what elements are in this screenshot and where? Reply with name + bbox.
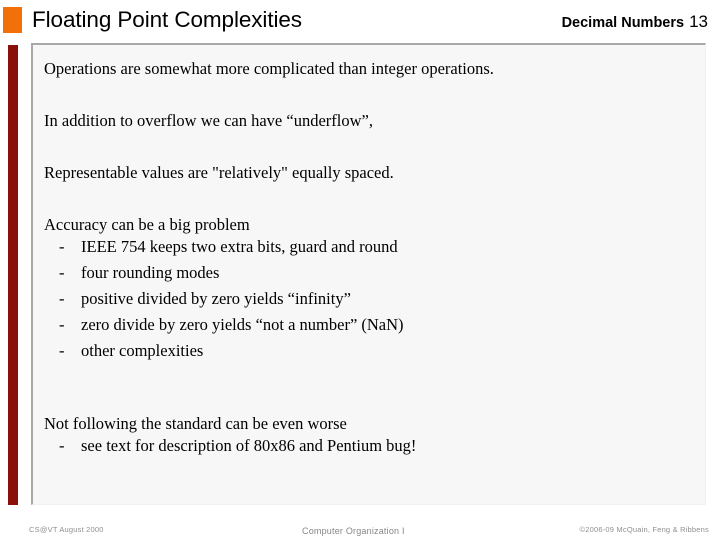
- body-paragraph-2: In addition to overflow we can have “underflow”,: [44, 111, 373, 130]
- header-subject-label: Decimal Numbers: [561, 15, 685, 31]
- list-item-label: four rounding modes: [81, 263, 220, 282]
- list-item-label: positive divided by zero yields “infinity”: [81, 289, 351, 308]
- bullet-dash-icon: -: [59, 289, 65, 308]
- bullet-dash-icon: -: [59, 237, 65, 256]
- footer-author-date: CS@VT August 2000: [29, 525, 104, 534]
- left-accent-bar: [8, 45, 18, 505]
- spacer: [44, 397, 699, 414]
- list-item: [44, 338, 699, 364]
- body-paragraph-3: Representable values are "relatively" equally spaced.: [44, 163, 394, 182]
- orange-accent-square-icon: [3, 7, 22, 33]
- list-item: [44, 312, 699, 338]
- list-item: [44, 234, 699, 260]
- list-item-label: zero divide by zero yields “not a number” (NaN): [81, 315, 404, 334]
- spacer: [44, 130, 699, 163]
- content-frame: [31, 43, 706, 505]
- slide-header: [0, 0, 720, 43]
- list-item-label: see text for description of 80x86 and Pentium bug!: [81, 436, 417, 455]
- standard-heading: Not following the standard can be even worse: [44, 414, 347, 433]
- slide-body: [44, 59, 699, 459]
- bullet-dash-icon: -: [59, 315, 65, 334]
- spacer: [44, 364, 699, 397]
- footer-copyright: ©2006-09 McQuain, Feng & Ribbens: [579, 525, 709, 534]
- accuracy-heading: Accuracy can be a big problem: [44, 215, 250, 234]
- list-item: [44, 433, 699, 459]
- list-item-label: other complexities: [81, 341, 204, 360]
- page-title: Floating Point Complexities: [32, 7, 302, 32]
- spacer: [44, 182, 699, 215]
- bullet-dash-icon: -: [59, 436, 65, 455]
- spacer: [44, 78, 699, 111]
- list-item: [44, 260, 699, 286]
- list-item-label: IEEE 754 keeps two extra bits, guard and round: [81, 237, 398, 256]
- list-item: [44, 286, 699, 312]
- bullet-dash-icon: -: [59, 341, 65, 360]
- slide-number: 13: [689, 12, 708, 31]
- slide-footer: [0, 505, 720, 540]
- header-right-group: [562, 12, 708, 33]
- footer-course-title: Computer Organization I: [302, 526, 405, 536]
- bullet-dash-icon: -: [59, 263, 65, 282]
- body-paragraph-1: Operations are somewhat more complicated than integer operations.: [44, 59, 494, 78]
